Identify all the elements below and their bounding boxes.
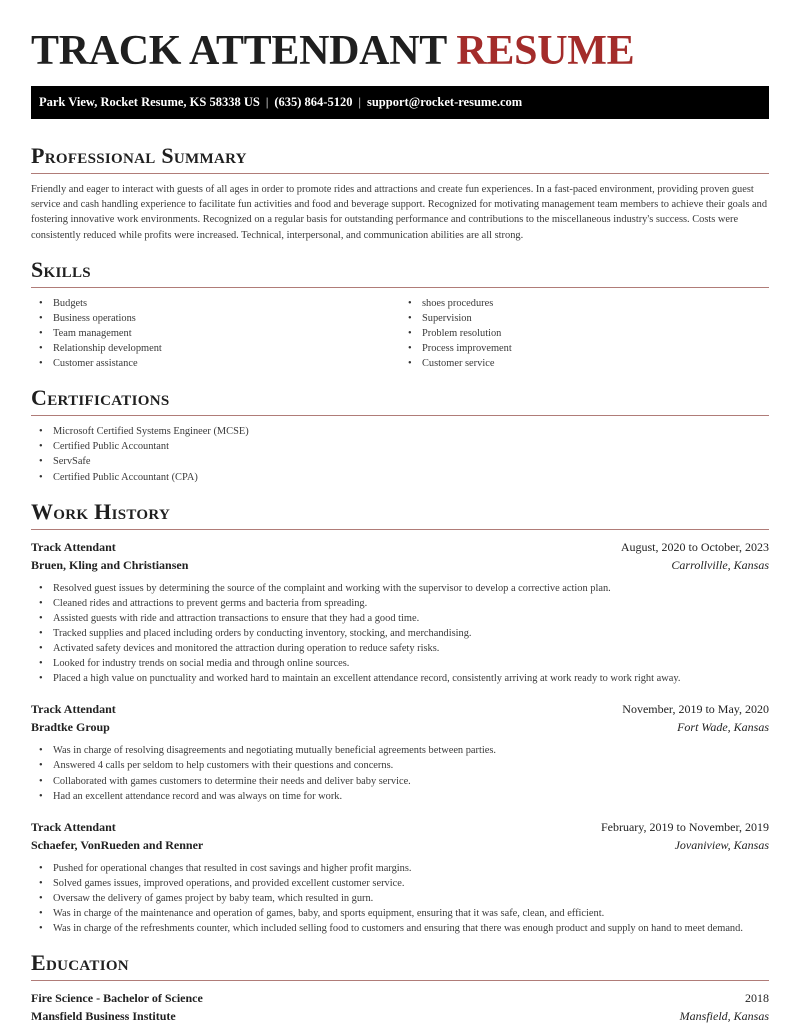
job-bullet: • Oversaw the delivery of games project by baby team, which resulted in gurn. [53, 891, 769, 906]
resume-title [31, 0, 769, 74]
certification-item: • Certified Public Accountant [53, 439, 769, 454]
work-history-section [31, 499, 769, 937]
skill-item: • Team management [53, 326, 400, 341]
education-degree: Fire Science - Bachelor of Science [31, 991, 203, 1006]
skill-item: • Customer service [422, 356, 769, 371]
job-dates: August, 2020 to October, 2023 [620, 539, 769, 554]
skill-item: • Problem resolution [422, 326, 769, 341]
job-bullet: • Placed a high value on punctuality and worked hard to maintain an excellent attendance record, consistently arriving at work ready to work right away. [53, 671, 769, 686]
skills-section [31, 257, 769, 371]
job-title: Track Attendant [31, 819, 116, 834]
job-location: Jovaniview, Kansas [674, 837, 769, 852]
section-divider [31, 529, 769, 530]
skill-item: • Budgets [53, 296, 400, 311]
section-divider [31, 415, 769, 416]
contact-email[interactable]: support@rocket-resume.com [366, 95, 523, 109]
skill-item: • Business operations [53, 311, 400, 326]
section-divider [31, 980, 769, 981]
skill-item: • Supervision [422, 311, 769, 326]
section-divider [31, 173, 769, 174]
job-location: Carrollville, Kansas [671, 557, 769, 572]
job-bullet: • Had an excellent attendance record and was always on time for work. [53, 789, 769, 804]
job-subheader [31, 718, 769, 736]
job-bullets [31, 743, 769, 803]
job-entry [31, 700, 769, 803]
education-header [31, 989, 769, 1007]
skill-item: • Relationship development [53, 341, 400, 356]
job-bullet: • Answered 4 calls per seldom to help customers with their questions and concerns. [53, 758, 769, 773]
job-bullet: • Pushed for operational changes that resulted in cost savings and higher profit margins. [53, 861, 769, 876]
certifications-section [31, 385, 769, 484]
certification-item: • ServSafe [53, 454, 769, 469]
section-heading-certifications: Certifications [31, 385, 170, 411]
job-bullets [31, 581, 769, 687]
skills-right-list [400, 296, 769, 371]
job-bullet: • Resolved guest issues by determining the source of the complaint and working with the supervisor to develop a corrective action plan. [53, 581, 769, 596]
separator: | [358, 95, 361, 109]
certification-item: • Microsoft Certified Systems Engineer (MCSE) [53, 424, 769, 439]
job-company: Schaefer, VonRueden and Renner [31, 837, 204, 852]
job-location: Fort Wade, Kansas [677, 720, 769, 735]
job-entry [31, 818, 769, 936]
job-subheader [31, 836, 769, 854]
job-bullet: • Tracked supplies and placed including orders by conducting inventory, stocking, and merchandising. [53, 626, 769, 641]
education-subheader [31, 1007, 769, 1025]
contact-address: Park View, Rocket Resume, KS 58338 US [39, 95, 260, 109]
skill-item: • shoes procedures [422, 296, 769, 311]
job-dates: February, 2019 to November, 2019 [600, 819, 769, 834]
job-company: Bradtke Group [31, 720, 110, 735]
skills-left-list [31, 296, 400, 371]
section-heading-work-history: Work History [31, 498, 171, 524]
contact-bar [31, 86, 769, 119]
contact-phone: (635) 864-5120 [274, 95, 353, 109]
education-section [31, 950, 769, 1025]
job-header [31, 818, 769, 836]
job-bullet: • Was in charge of the maintenance and operation of games, baby, and sports equipment, ensuring that it was safe, clean, and efficient. [53, 906, 769, 921]
job-bullet: • Looked for industry trends on social media and through online sources. [53, 656, 769, 671]
summary-section [31, 143, 769, 243]
title-accent: RESUME [456, 28, 635, 74]
job-bullet: • Was in charge of resolving disagreements and negotiating mutually beneficial agreements between parties. [53, 743, 769, 758]
summary-text: Friendly and eager to interact with guests of all ages in order to promote rides and attractions and create fun experiences. In a fast-paced environment, providing proven guest service and cash handling experience to facilitate fun activities and food and beverage support. Recognized for motivating management team members to achieve their goals and fostering innovative work environments. Recognized on a regular basis for outstanding performance and contributions to the miscellaneous industry's success. Costs were consistently reduced while profits were increased. Technical, interpersonal, and communication abilities are all strong. [31, 184, 768, 241]
section-heading-skills: Skills [31, 256, 91, 282]
title-main: TRACK ATTENDANT [31, 28, 447, 74]
skill-item: • Process improvement [422, 341, 769, 356]
job-company: Bruen, Kling and Christiansen [31, 557, 189, 572]
section-heading-education: Education [31, 950, 129, 976]
job-bullet: • Was in charge of the refreshments counter, which included selling food to customers and ensuring that there was enough product and supply on hand to meet demand. [53, 921, 769, 936]
certification-item: • Certified Public Accountant (CPA) [53, 470, 769, 485]
certifications-list [31, 424, 769, 484]
job-dates: November, 2019 to May, 2020 [622, 702, 769, 717]
job-bullet: • Collaborated with games customers to determine their needs and deliver baby service. [53, 774, 769, 789]
job-bullet: • Cleaned rides and attractions to prevent germs and bacteria from spreading. [53, 596, 769, 611]
education-year: 2018 [745, 991, 769, 1006]
section-heading-summary: Professional Summary [31, 143, 247, 168]
job-bullet: • Activated safety devices and monitored the attraction during operation to reduce safety risks. [53, 641, 769, 656]
job-header [31, 700, 769, 718]
education-school: Mansfield Business Institute [31, 1009, 176, 1024]
section-divider [31, 287, 769, 288]
job-header [31, 538, 769, 556]
job-title: Track Attendant [31, 539, 116, 554]
job-bullets [31, 861, 769, 936]
separator: | [265, 95, 269, 109]
job-title: Track Attendant [31, 702, 116, 717]
skill-item: • Customer assistance [53, 356, 400, 371]
job-subheader [31, 556, 769, 574]
job-bullet: • Assisted guests with ride and attraction transactions to ensure that they had a good time. [53, 611, 769, 626]
education-location: Mansfield, Kansas [679, 1009, 769, 1024]
job-bullet: • Solved games issues, improved operations, and provided excellent customer service. [53, 876, 769, 891]
skills-columns [31, 296, 769, 371]
job-entry [31, 538, 769, 687]
